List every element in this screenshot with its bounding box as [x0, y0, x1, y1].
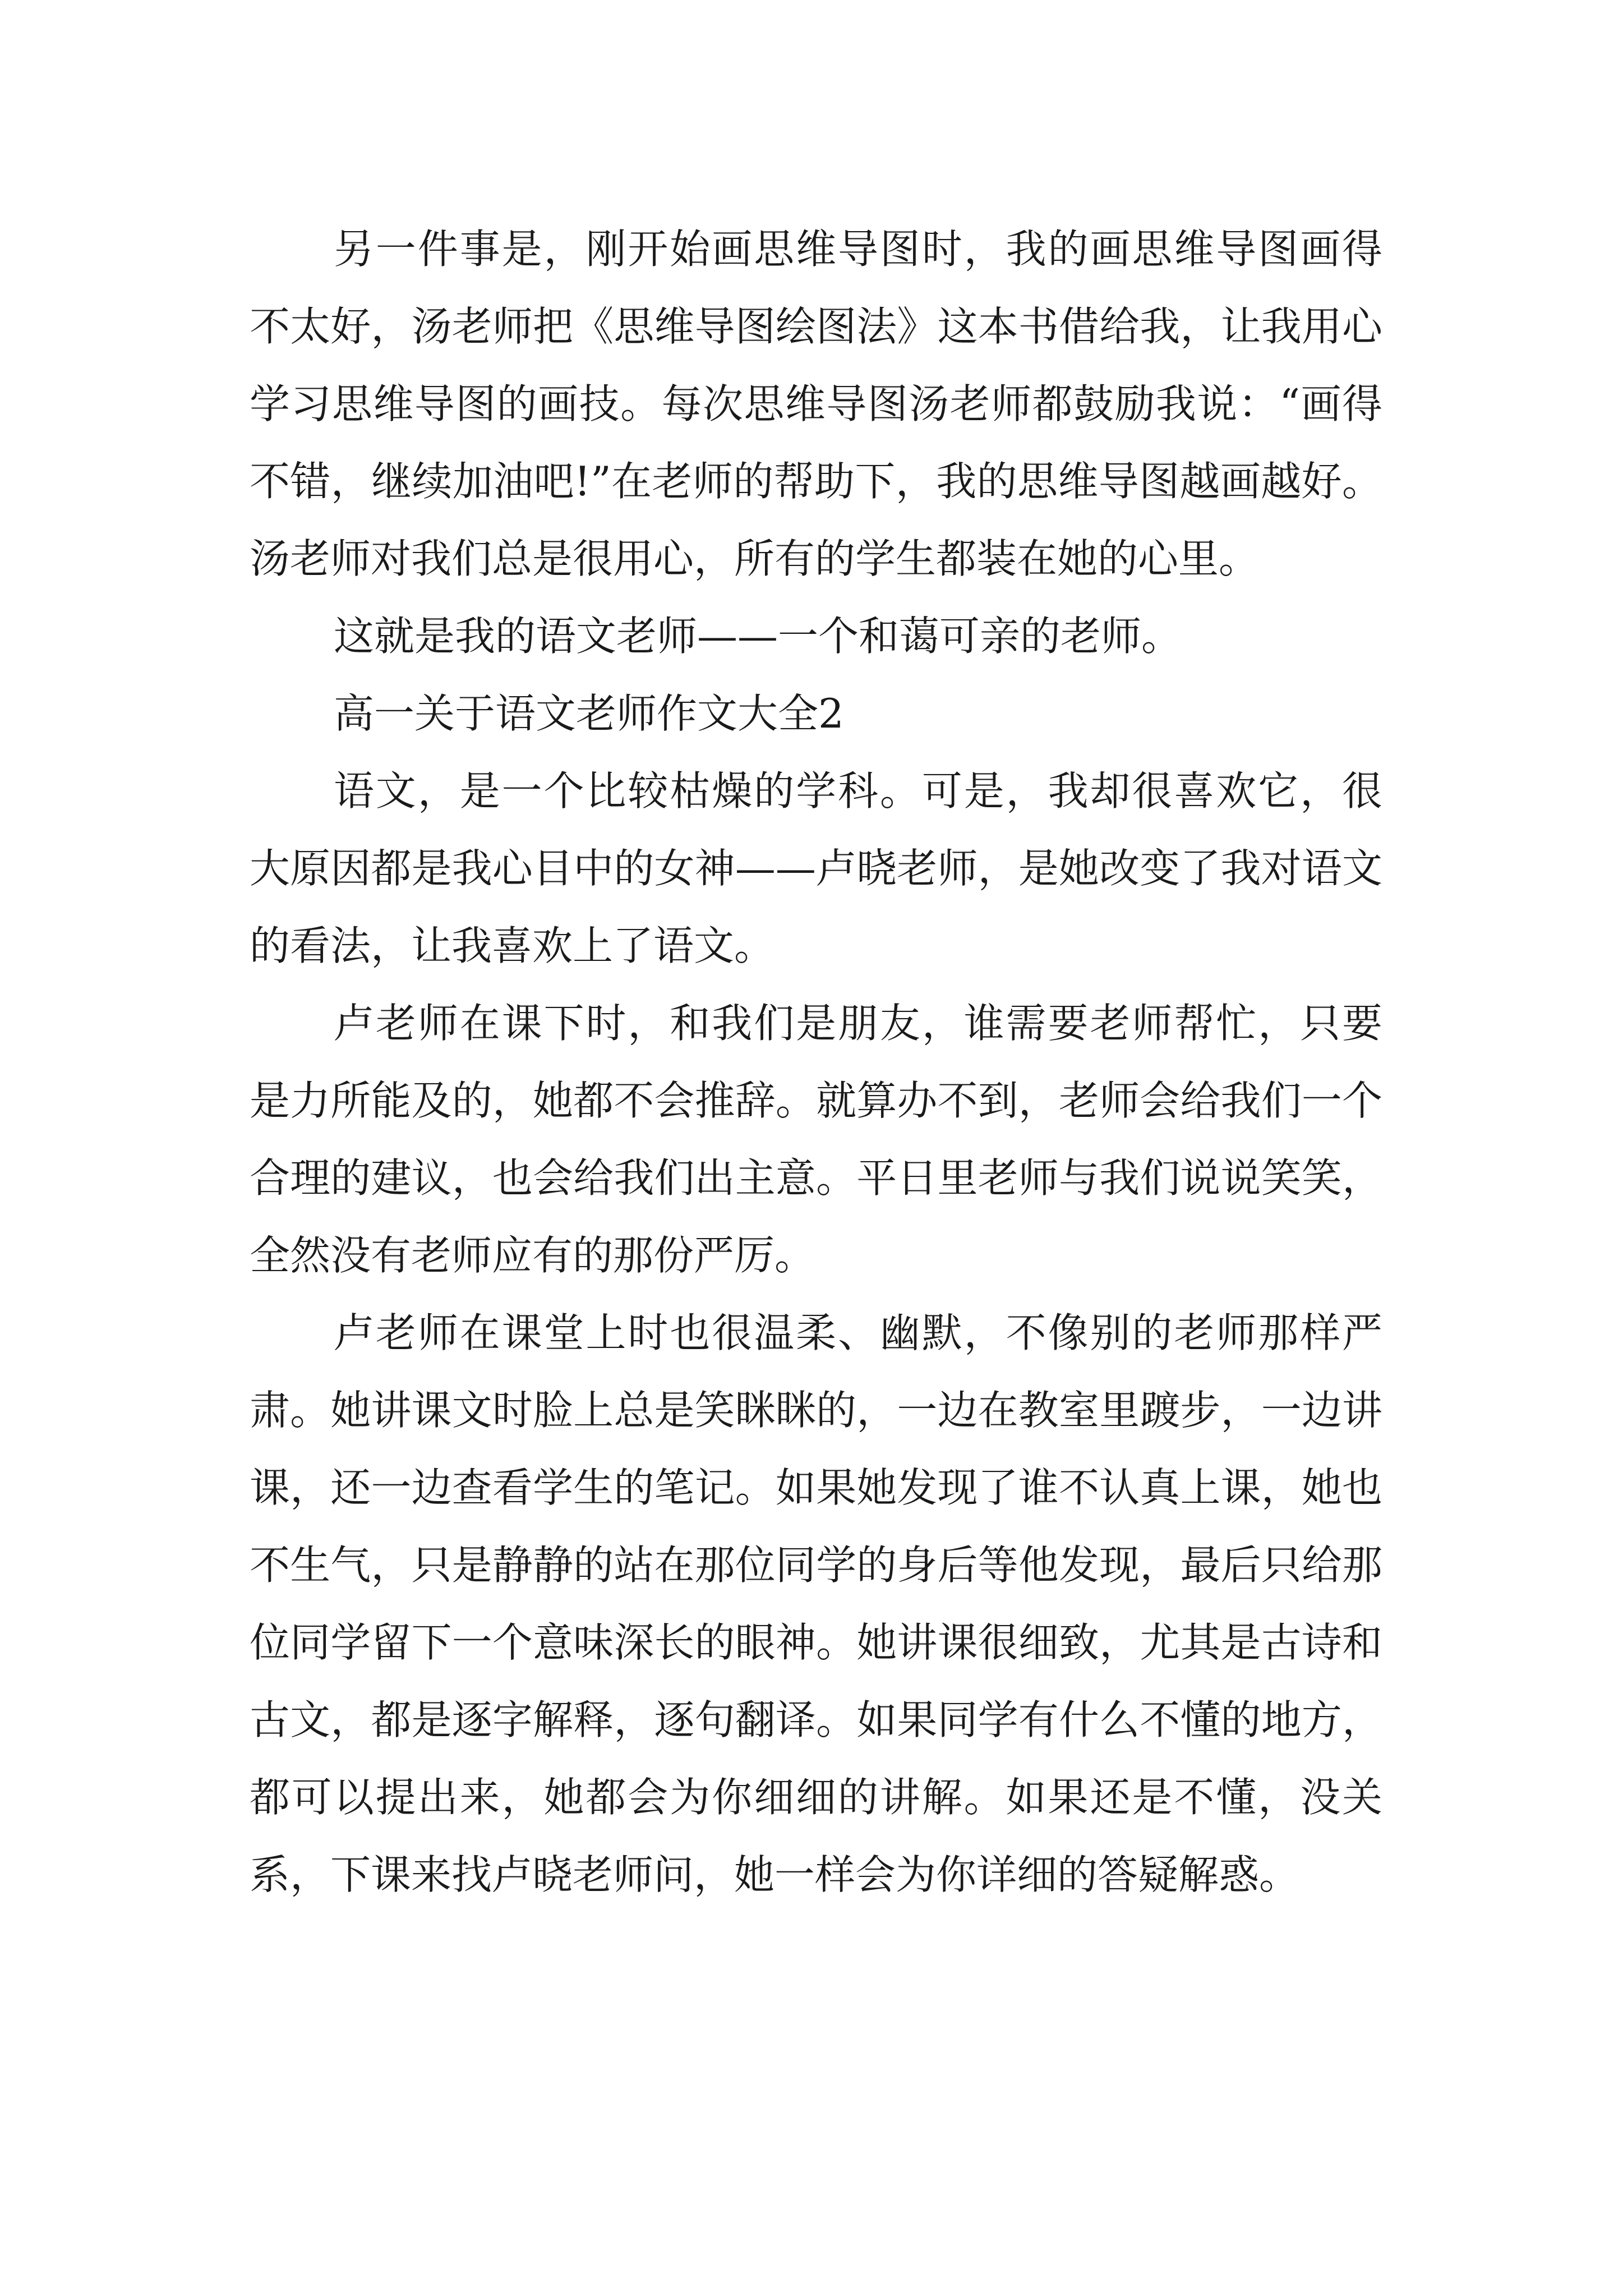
paragraph-intro: 语文，是一个比较枯燥的学科。可是，我却很喜欢它，很大原因都是我心目中的女神——卢晓老师，是她改变了我对语文的看法，让我喜欢上了语文。: [250, 767, 1382, 969]
paragraph-mind-map: 另一件事是，刚开始画思维导图时，我的画思维导图画得不太好，汤老师把《思维导图绘图法》这本书借给我，让我用心学习思维导图的画技。每次思维导图汤老师都鼓励我说：“画得不错，继续加油吧!”在老师的帮助下，我的思维导图越画越好。汤老师对我们总是很用心，所有的学生都装在她的心里。: [250, 226, 1382, 582]
document-body: [250, 210, 1382, 1913]
paragraph-in-class: 卢老师在课堂上时也很温柔、幽默，不像别的老师那样严肃。她讲课文时脸上总是笑眯眯的，一边在教室里踱步，一边讲课，还一边查看学生的笔记。如果她发现了谁不认真上课，她也不生气，只是静静的站在那位同学的身后等他发现，最后只给那位同学留下一个意味深长的眼神。她讲课很细致，尤其是古诗和古文，都是逐字解释，逐句翻译。如果同学有什么不懂的地方，都可以提出来，她都会为你细细的讲解。如果还是不懂，没关系，下课来找卢晓老师问，她一样会为你详细的答疑解惑。: [250, 1309, 1382, 1898]
paragraph-conclusion: 这就是我的语文老师——一个和蔼可亲的老师。: [334, 613, 1182, 660]
section-title: 高一关于语文老师作文大全2: [334, 690, 844, 737]
paragraph-after-class: 卢老师在课下时，和我们是朋友，谁需要老师帮忙，只要是力所能及的，她都不会推辞。就算办不到，老师会给我们一个合理的建议，也会给我们出主意。平日里老师与我们说说笑笑，全然没有老师应有的那份严厉。: [250, 1000, 1382, 1279]
